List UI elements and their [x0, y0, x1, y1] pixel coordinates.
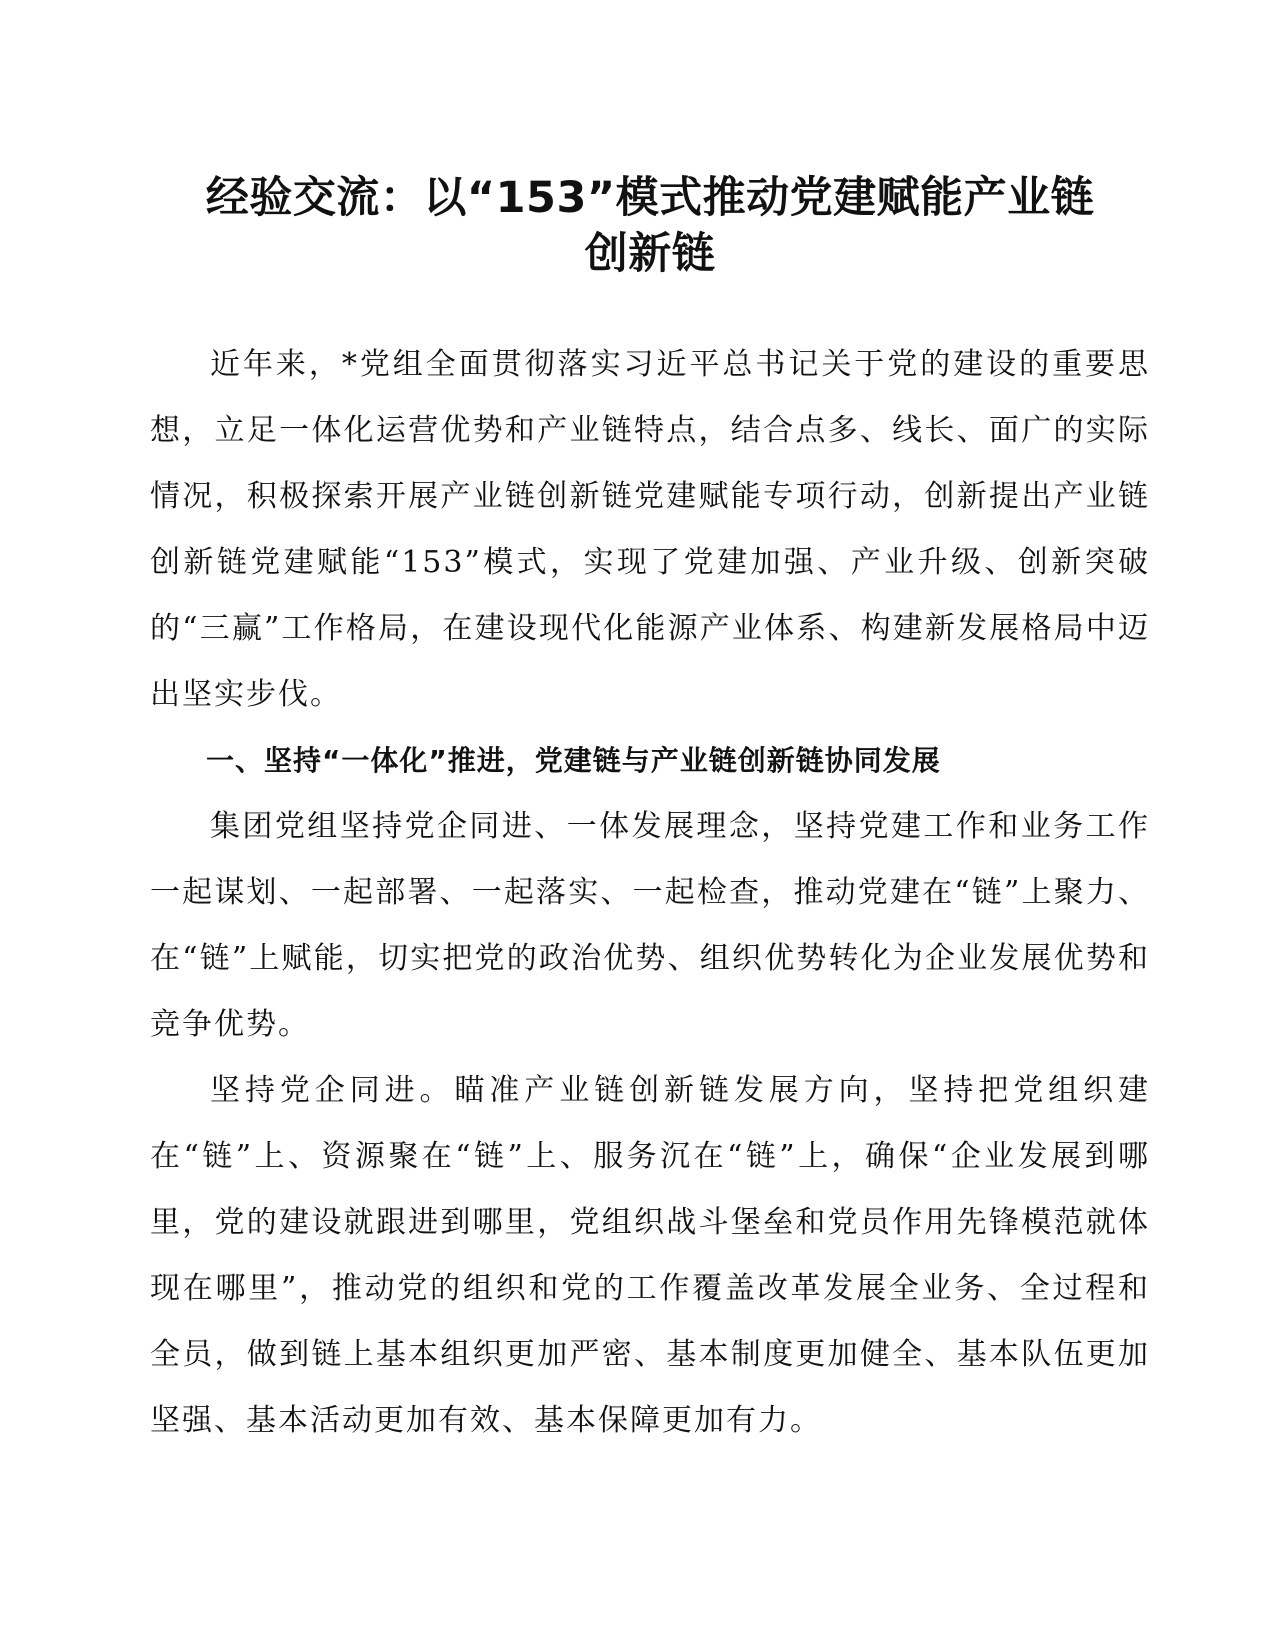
section-1-paragraph-1: 集团党组坚持党企同进、一体发展理念，坚持党建工作和业务工作一起谋划、一起部署、一起落实、一起检查，推动党建在“链”上聚力、在“链”上赋能，切实把党的政治优势、组织优势转化为企业发展优势和竞争优势。 — [150, 809, 1150, 1042]
section-1-paragraph-2: 坚持党企同进。瞄准产业链创新链发展方向，坚持把党组织建在“链”上、资源聚在“链”上、服务沉在“链”上，确保“企业发展到哪里，党的建设就跟进到哪里，党组织战斗堡垒和党员作用先锋模范就体现在哪里”，推动党的组织和党的工作覆盖改革发展全业务、全过程和全员，做到链上基本组织更加严密、基本制度更加健全、基本队伍更加坚强、基本活动更加有效、基本保障更加有力。 — [150, 1073, 1150, 1438]
document-page — [150, 170, 1150, 1454]
intro-paragraph: 近年来，*党组全面贯彻落实习近平总书记关于党的建设的重要思想，立足一体化运营优势和产业链特点，结合点多、线长、面广的实际情况，积极探索开展产业链创新链党建赋能专项行动，创新提出产业链创新链党建赋能“153”模式，实现了党建加强、产业升级、创新突破的“三赢”工作格局，在建设现代化能源产业体系、构建新发展格局中迈出坚实步伐。 — [150, 347, 1150, 712]
section-1-heading: 一、坚持“一体化”推进，党建链与产业链创新链协同发展 — [206, 744, 941, 777]
title-line-1: 经验交流：以“153”模式推动党建赋能产业链 — [205, 173, 1095, 223]
document-body — [150, 332, 1150, 1454]
document-title — [150, 170, 1150, 282]
title-line-2: 创新链 — [584, 229, 716, 279]
